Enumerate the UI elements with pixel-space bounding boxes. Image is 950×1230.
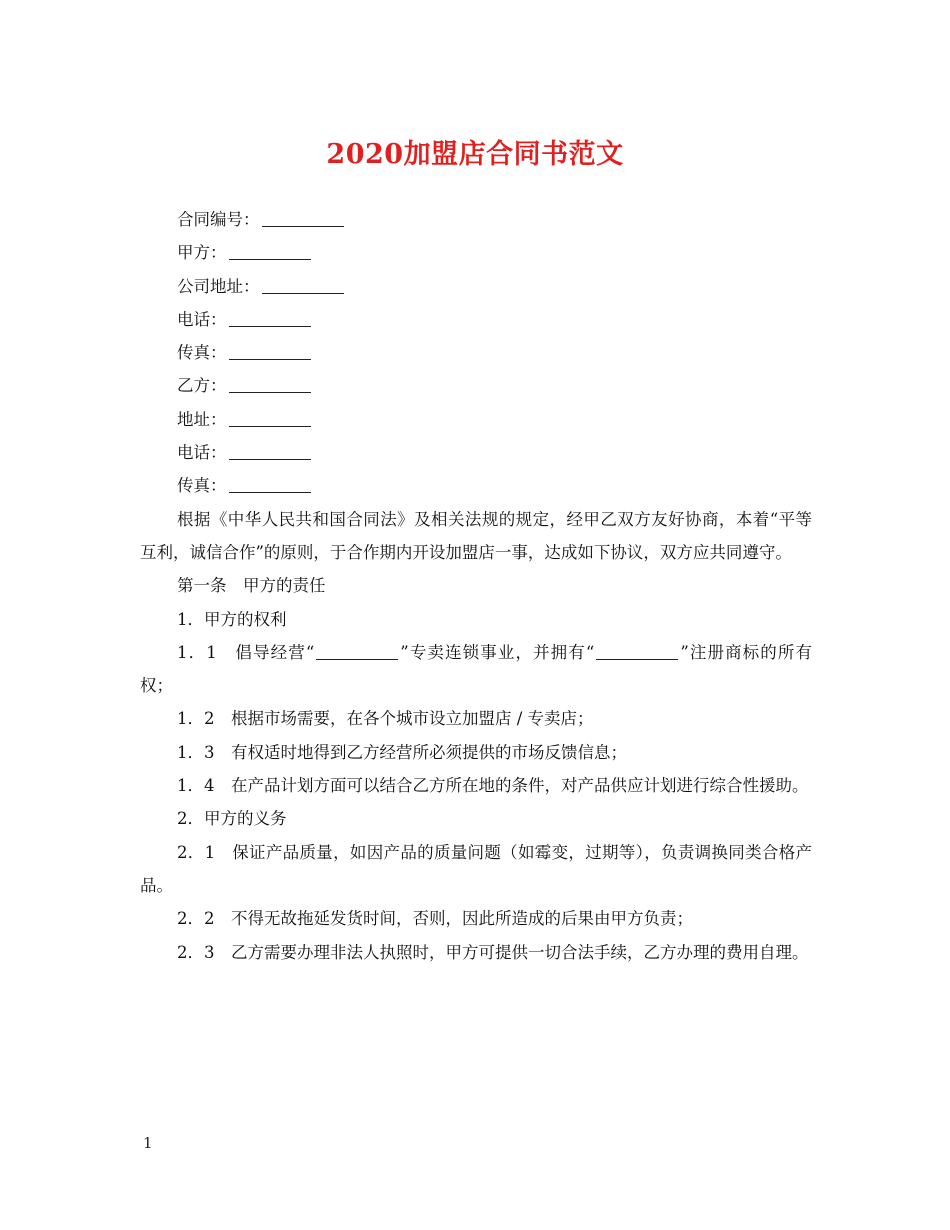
field-party-b-fax <box>140 469 812 502</box>
clause-text: ”专卖连锁事业，并拥有“ <box>400 642 595 662</box>
blank-line <box>229 408 311 427</box>
field-label: 公司地址： <box>177 276 260 296</box>
blank-line <box>229 241 311 260</box>
clause-2-2: 2．2 不得无故拖延发货时间，否则，因此所造成的后果由甲方负责； <box>177 909 693 929</box>
blank-line <box>229 441 311 460</box>
blank-line <box>262 275 344 294</box>
document-title: 2020加盟店合同书范文 <box>326 139 624 170</box>
field-party-a <box>140 236 812 269</box>
blank-line <box>262 208 344 227</box>
blank-line <box>229 474 311 493</box>
clause-text: ”注册商标的所有权； <box>140 642 813 696</box>
field-label: 电话： <box>177 443 227 463</box>
blank-line <box>596 641 678 660</box>
field-label: 电话： <box>177 309 227 329</box>
clause-text: 1．1 倡导经营“ <box>177 642 315 662</box>
document-body <box>140 203 812 969</box>
intro-paragraph: 根据《中华人民共和国合同法》及相关法规的规定，经甲乙双方友好协商，本着“平等互利，诚信合作”的原则，于合作期内开设加盟店一事，达成如下协议，双方应共同遵守。 <box>140 509 812 562</box>
section-heading: 1．甲方的权利 <box>177 609 287 629</box>
field-label: 传真： <box>177 476 227 496</box>
field-label: 合同编号： <box>177 210 260 229</box>
clause-2-1: 2．1 保证产品质量，如因产品的质量问题（如霉变，过期等），负责调换同类合格产品。 <box>140 842 812 895</box>
field-label: 地址： <box>177 409 227 429</box>
page-number: 1 <box>143 1134 153 1152</box>
field-party-b-phone <box>140 436 812 469</box>
field-label: 传真： <box>177 343 227 363</box>
section-heading: 2．甲方的义务 <box>177 809 287 829</box>
field-label: 乙方： <box>177 376 227 396</box>
clause-1-4: 1．4 在产品计划方面可以结合乙方所在地的条件，对产品供应计划进行综合性援助。 <box>177 776 809 796</box>
clause-1-3: 1．3 有权适时地得到乙方经营所必须提供的市场反馈信息； <box>177 742 627 762</box>
field-label: 甲方： <box>177 243 227 263</box>
clause-2-3: 2．3 乙方需要办理非法人执照时，甲方可提供一切合法手续，乙方办理的费用自理。 <box>177 942 809 962</box>
blank-line <box>229 374 311 393</box>
field-party-b <box>140 369 812 402</box>
field-company-address <box>140 270 812 303</box>
clause-1-1 <box>140 636 812 703</box>
field-contract-number <box>140 203 812 236</box>
clause-1-2: 1．2 根据市场需要，在各个城市设立加盟店 / 专卖店； <box>177 709 594 729</box>
field-party-a-fax <box>140 336 812 369</box>
article-heading: 第一条 甲方的责任 <box>177 576 326 596</box>
field-party-a-phone <box>140 303 812 336</box>
blank-line <box>229 341 311 360</box>
blank-line <box>229 308 311 327</box>
field-address <box>140 403 812 436</box>
blank-line <box>316 641 398 660</box>
